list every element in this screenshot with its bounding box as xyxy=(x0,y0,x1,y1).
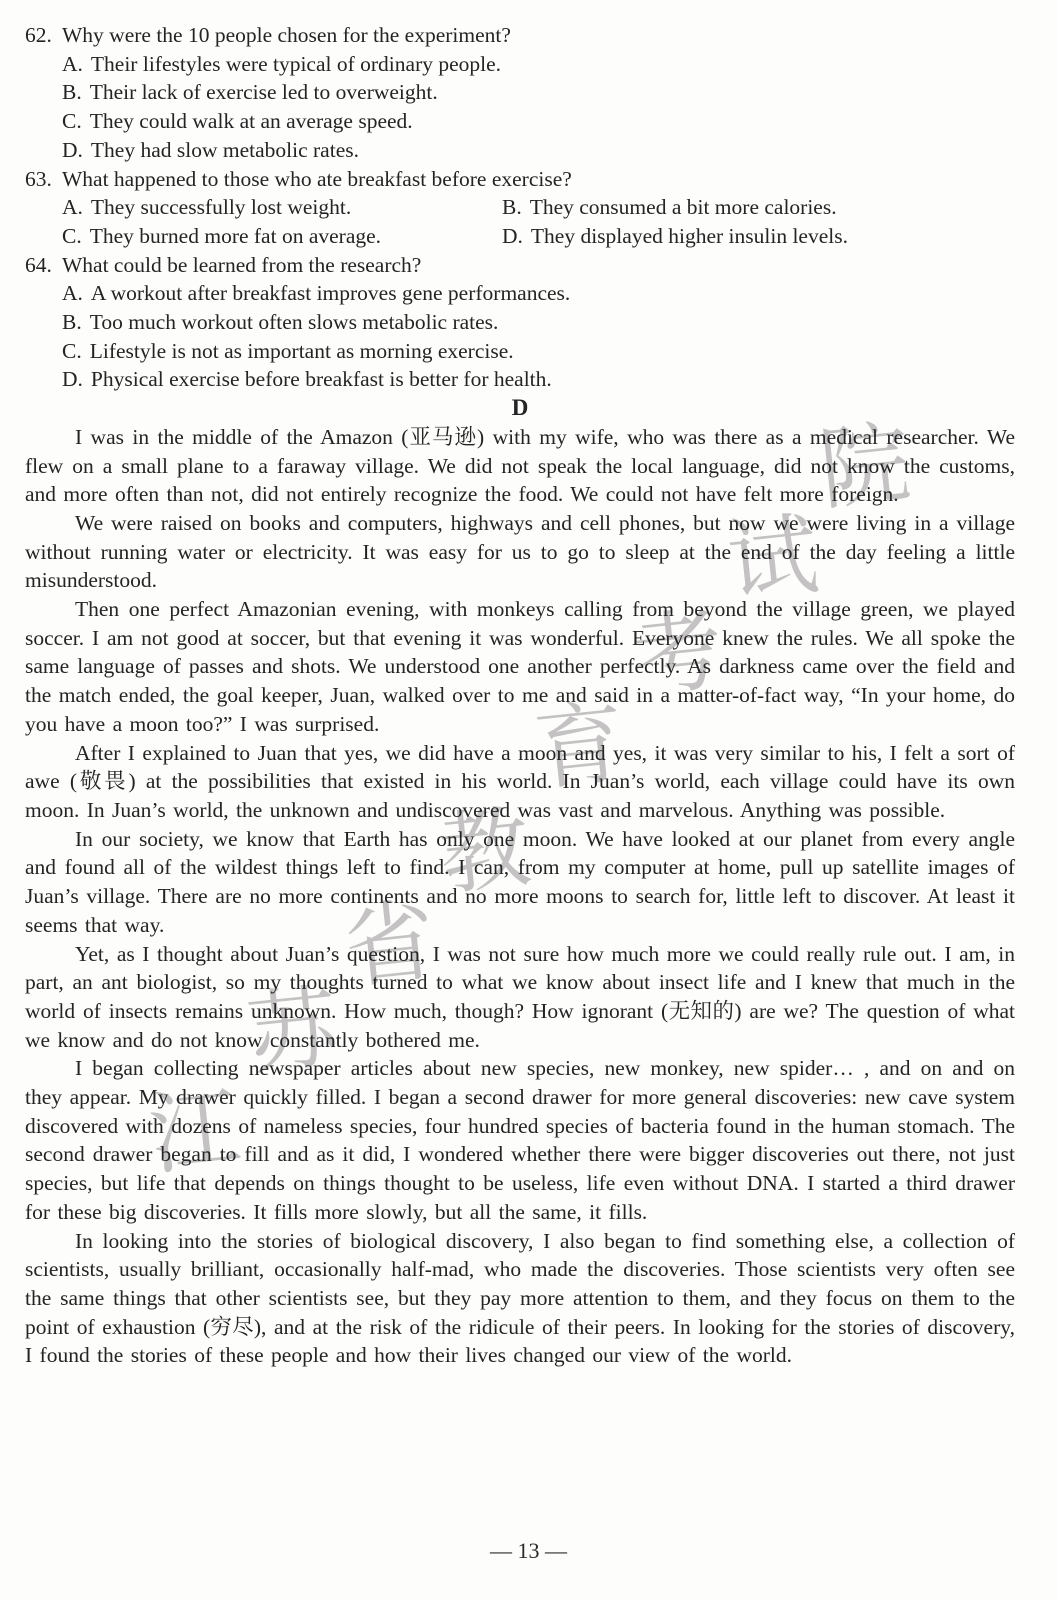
option-63-a xyxy=(62,193,502,222)
watermark-char: 试 xyxy=(723,505,823,614)
option-62-d xyxy=(62,136,1015,165)
option-text: They displayed higher insulin levels. xyxy=(530,223,848,248)
question-number: 62. xyxy=(25,23,52,47)
page-number: — 13 — xyxy=(490,1538,567,1563)
watermark-char: 考 xyxy=(628,600,728,709)
question-text: Why were the 10 people chosen for the experiment? xyxy=(62,23,511,47)
option-text: Their lack of exercise led to overweight. xyxy=(89,80,438,105)
watermark-char: 江 xyxy=(145,1078,245,1187)
question-64 xyxy=(25,251,1015,395)
option-62-b xyxy=(62,78,1015,107)
option-label: A. xyxy=(62,195,83,220)
option-label: C. xyxy=(62,223,82,248)
option-label: A. xyxy=(62,281,83,306)
option-label: D. xyxy=(62,367,83,392)
option-63-c xyxy=(62,222,502,251)
option-text: Their lifestyles were typical of ordinary people. xyxy=(90,51,502,76)
passage-paragraph: Then one perfect Amazonian evening, with monkeys calling from beyond the village green, we played soccer. I am not good at soccer, but that evening it was wonderful. Everyone knew the rules. We all spoke the same language of passes and shots. We understood one another perfectly. As darkness came over the field and the match ended, the goal keeper, Juan, walked over to me and said in a matter-of-fact way, “In your home, do you have a moon too?” I was surprised. xyxy=(25,597,1015,736)
option-label: A. xyxy=(62,51,83,76)
question-text: What happened to those who ate breakfast before exercise? xyxy=(62,166,572,191)
watermark-char: 教 xyxy=(435,798,535,907)
passage-paragraph: In looking into the stories of biological discovery, I also began to find something else, a collection of scientists, usually brilliant, occasionally half-mad, who made the discoveries. Those scientists very often see the same things that other scientists see, but they pay more attention to them, and they focus on them to the point of exhaustion (穷尽), and at the risk of the ridicule of their peers. In looking for the stories of discovery, I found the stories of these people and how their lives changed our view of the world. xyxy=(25,1228,1015,1368)
option-text: They burned more fat on average. xyxy=(89,223,382,248)
passage-d xyxy=(25,423,1015,1370)
passage-paragraph: In our society, we know that Earth has only one moon. We have looked at our planet from every angle and found all of the wildest things left to find. I can, from my computer at home, pull up satellite images of Juan’s village. There are no more continents and no more moons to search for, little left to discover. At least it seems that way. xyxy=(25,826,1015,937)
option-62-a xyxy=(62,50,1015,79)
passage-paragraph: We were raised on books and computers, highways and cell phones, but now we were living in a village without running water or electricity. It was easy for us to go to sleep at the end of the day feeling a little misunderstood. xyxy=(25,510,1015,593)
option-text: Lifestyle is not as important as morning exercise. xyxy=(89,338,514,363)
passage-paragraph: Yet, as I thought about Juan’s question, I was not sure how much more we could really rule out. I am, in part, an ant biologist, so my thoughts turned to what we know about insect life and I knew that much in the world of insects remains unknown. How much, though? How ignorant (无知的) are we? The question of what we know and do not know constantly bothered me. xyxy=(25,941,1015,1052)
option-62-c xyxy=(62,107,1015,136)
question-text: What could be learned from the research? xyxy=(62,252,422,277)
option-64-a xyxy=(62,279,1015,308)
question-62 xyxy=(25,21,1015,165)
option-text: They could walk at an average speed. xyxy=(89,109,413,134)
option-label: C. xyxy=(62,338,82,363)
option-label: B. xyxy=(62,80,82,105)
option-label: D. xyxy=(62,137,83,162)
option-63-b xyxy=(502,193,1015,222)
watermark-char: 育 xyxy=(530,693,630,802)
question-number: 64. xyxy=(25,252,52,277)
option-label: C. xyxy=(62,109,82,134)
option-text: Too much workout often slows metabolic rates. xyxy=(89,310,499,335)
option-text: They consumed a bit more calories. xyxy=(529,195,837,220)
option-text: A workout after breakfast improves gene performances. xyxy=(90,281,571,306)
question-number: 63. xyxy=(25,166,52,191)
option-64-d xyxy=(62,365,1015,394)
option-64-b xyxy=(62,308,1015,337)
watermark-char: 院 xyxy=(815,413,915,522)
passage-paragraph: After I explained to Juan that yes, we did have a moon and yes, it was very similar to his, I felt a sort of awe (敬畏) at the possibilities that existed in his world. In Juan’s world, each village could have its own moon. In Juan’s world, the unknown and undiscovered was vast and marvelous. Anything was possible. xyxy=(25,740,1015,822)
option-label: B. xyxy=(502,195,522,220)
page-content xyxy=(25,21,1015,1370)
option-label: D. xyxy=(502,223,523,248)
option-text: Physical exercise before breakfast is better for health. xyxy=(90,367,552,392)
passage-paragraph: I was in the middle of the Amazon (亚马逊) with my wife, who was there as a medical researcher. We flew on a small plane to a faraway village. We did not speak the local language, did not know the customs, and more often than not, did not entirely recognize the food. We could not have felt more foreign. xyxy=(25,424,1015,507)
question-63 xyxy=(25,165,1015,251)
option-text: They successfully lost weight. xyxy=(90,195,352,220)
watermark-char: 苏 xyxy=(243,978,343,1087)
watermark-char: 省 xyxy=(340,891,440,1000)
option-grid-63 xyxy=(62,193,1015,250)
option-label: B. xyxy=(62,310,82,335)
option-64-c xyxy=(62,337,1015,366)
passage-paragraph: I began collecting newspaper articles about new species, new monkey, new spider… , and on and on they appear. My drawer quickly filled. I began a second drawer for more general discoveries: new cave system discovered with dozens of nameless species, four hundred species of bacteria found in the human stomach. The second drawer began to fill and as it did, I wondered whether there were bigger discoveries out there, not just species, but life that depends on things thought to be useless, life even without DNA. I started a third drawer for these big discoveries. It fills more slowly, but all the same, it fills. xyxy=(25,1056,1015,1224)
option-63-d xyxy=(502,222,1015,251)
option-text: They had slow metabolic rates. xyxy=(90,137,359,162)
passage-section-label: D xyxy=(511,395,529,421)
